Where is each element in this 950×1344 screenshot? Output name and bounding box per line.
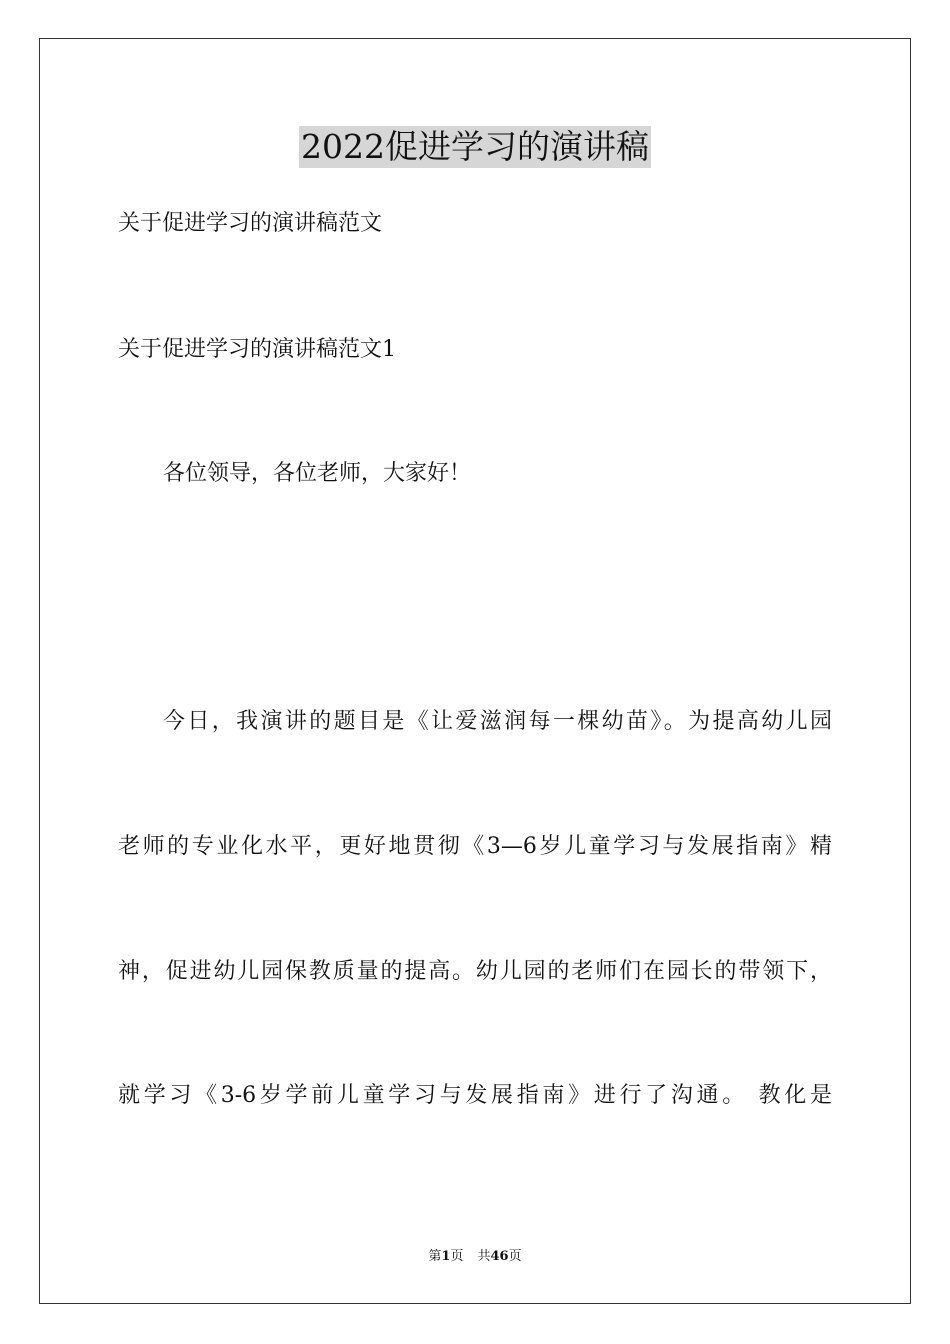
footer-page-prefix: 第: [428, 1249, 442, 1264]
paragraph-line-1: 今日，我演讲的题目是《让爱滋润每一棵幼苗》。为提高幼儿园: [163, 709, 832, 734]
footer-page-suffix: 页: [450, 1249, 464, 1264]
greeting-line: 各位领导，各位老师，大家好！: [163, 461, 472, 486]
document-subtitle: 关于促进学习的演讲稿范文: [118, 211, 383, 236]
section-heading: 关于促进学习的演讲稿范文1: [118, 337, 396, 362]
page-footer: [0, 1248, 950, 1266]
footer-total-suffix: 页: [508, 1249, 522, 1264]
paragraph-line-4: 就学习《3-6岁学前儿童学习与发展指南》进行了沟通。 教化是: [118, 1083, 832, 1108]
footer-current-page: 1: [441, 1249, 451, 1264]
title-container: [0, 126, 950, 168]
paragraph-line-3: 神，促进幼儿园保教质量的提高。幼儿园的老师们在园长的带领下，: [118, 959, 832, 984]
footer-total-prefix: 共: [477, 1249, 491, 1264]
paragraph-line-2: 老师的专业化水平，更好地贯彻《3—6岁儿童学习与发展指南》精: [118, 834, 832, 859]
document-title: 2022促进学习的演讲稿: [301, 127, 649, 166]
footer-total-pages: 46: [490, 1249, 509, 1264]
